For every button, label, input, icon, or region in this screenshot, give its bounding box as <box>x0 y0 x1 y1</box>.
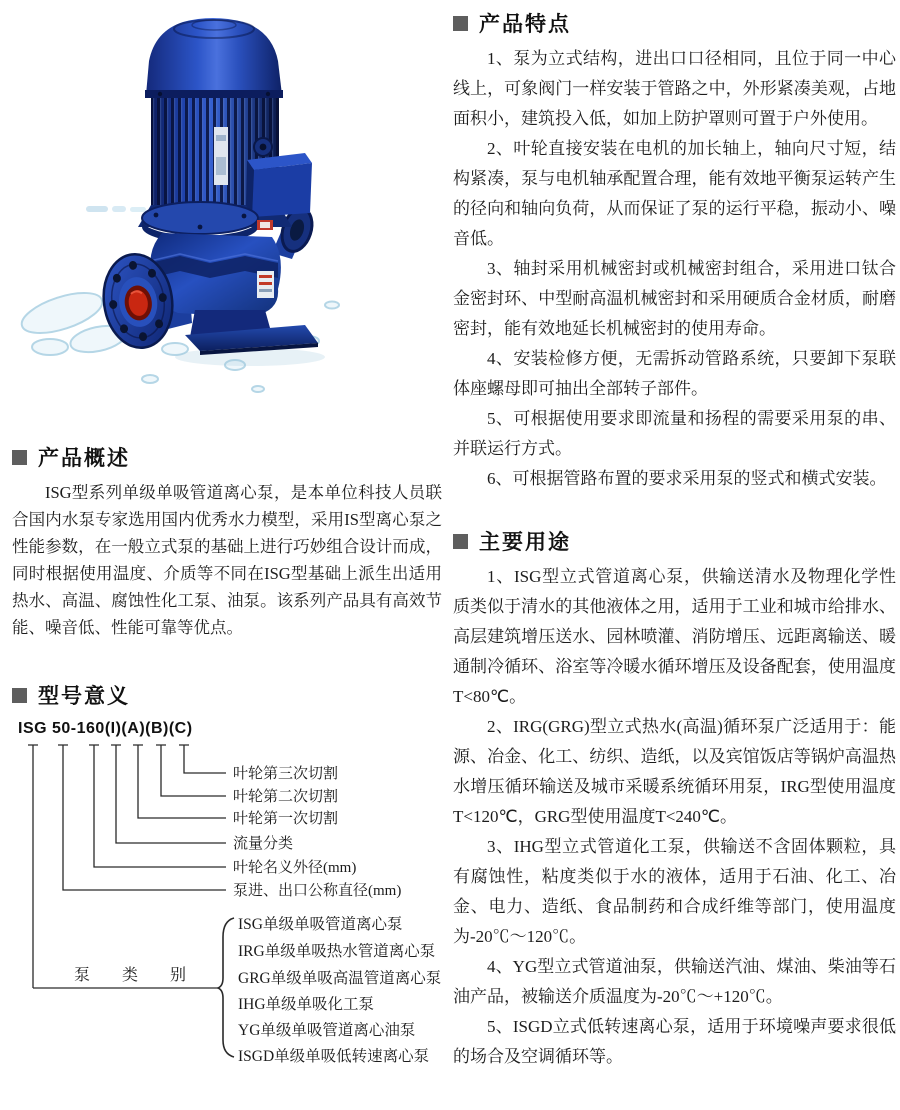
feature-item-5: 5、可根据使用要求即流量和扬程的需要采用泵的串、并联运行方式。 <box>453 409 896 458</box>
overview-title: 产品概述 <box>38 447 130 470</box>
motor-fan-cover <box>145 18 283 98</box>
model-meaning-diagram <box>12 740 448 1092</box>
category-item: IHG单级单吸化工泵 <box>238 996 375 1013</box>
use-item-5: 5、ISGD立式低转速离心泵，适用于环境噪声要求很低的场合及空调循环等。 <box>453 1017 896 1066</box>
pump-product-photo <box>10 5 440 437</box>
use-item-1: 1、ISG型立式管道离心泵，供输送清水及物理化学性质类似于清水的其他液体之用，适用于工业和城市给排水、高层建筑增压送水、园林喷灌、消防增压、远距离输送、暖通制冷循环、浴室等冷暖水循环增压及设备配套，使用温度T<80℃。 <box>453 567 896 706</box>
use-item-4: 4、YG型立式管道油泵，供输送汽油、煤油、柴油等石油产品，被输送介质温度为-20℃～+120℃。 <box>453 957 896 1006</box>
model-title-row <box>12 680 448 710</box>
feature-item-4: 4、安装检修方便，无需拆动管路系统，只要卸下泵联体座螺母即可抽出全部转子部件。 <box>453 349 896 398</box>
diagram-ticks <box>28 745 234 1057</box>
section-main-uses <box>453 526 896 1072</box>
square-bullet-icon <box>12 450 27 465</box>
callout-label: 流量分类 <box>233 836 294 852</box>
diagram-callouts <box>233 765 401 899</box>
section-product-overview <box>12 442 442 641</box>
pump-category-label: 泵 类 别 <box>74 967 201 984</box>
uses-title: 主要用途 <box>479 531 571 554</box>
uses-body <box>453 562 896 1072</box>
use-item-2: 2、IRG(GRG)型立式热水(高温)循环泵广泛适用于：能源、冶金、化工、纺织、造纸，以及宾馆饭店等锅炉高温热水增压循环输送及城市采暖系统循环用泵，IRG型使用温度T<120℃，GRG型使用温度T<240℃。 <box>453 717 896 826</box>
callout-label: 叶轮名义外径(mm) <box>233 860 357 876</box>
category-item: YG单级单吸管道离心油泵 <box>238 1022 416 1039</box>
feature-item-1: 1、泵为立式结构，进出口口径相同，且位于同一中心线上，可象阀门一样安装于管路之中，外形紧凑美观，占地面积小，建筑投入低，如加上防护罩则可置于户外使用。 <box>453 49 896 128</box>
feature-item-3: 3、轴封采用机械密封或机械密封组合，采用进口钛合金密封环、中型耐高温机械密封和采用硬质合金材质，耐磨密封，能有效地延长机械密封的使用寿命。 <box>453 259 896 338</box>
pump-category-list <box>238 915 441 1065</box>
right-column <box>453 0 896 1072</box>
square-bullet-icon <box>12 688 27 703</box>
section-product-features <box>453 8 896 494</box>
category-item: ISGD单级单吸低转速离心泵 <box>238 1048 430 1065</box>
model-code: ISG 50-160(I)(A)(B)(C) <box>18 720 193 737</box>
category-item: GRG单级单吸高温管道离心泵 <box>238 970 442 987</box>
motor-terminal-box <box>246 153 312 217</box>
category-item: IRG单级单吸热水管道离心泵 <box>238 943 436 960</box>
callout-label: 叶轮第一次切割 <box>233 811 339 827</box>
square-bullet-icon <box>453 534 468 549</box>
section-model-meaning <box>12 680 448 1092</box>
model-title: 型号意义 <box>38 685 130 708</box>
feature-item-2: 2、叶轮直接安装在电机的加长轴上，轴向尺寸短，结构紧凑，泵与电机轴承配置合理，能有效地平衡泵运转产生的径向和轴向负荷，从而保证了泵的运行平稳，振动小、噪音低。 <box>453 139 896 248</box>
overview-paragraph: ISG型系列单级单吸管道离心泵，是本单位科技人员联合国内水泵专家选用国内优秀水力模型，采用IS型离心泵之性能参数，在一般立式泵的基础上进行巧妙组合设计而成，同时根据使用温度、介质等不同在ISG型基础上派生出适用热水、高温、腐蚀性化工泵、油泵。该系列产品具有高效节能、噪音低、性能可靠等优点。 <box>12 483 442 637</box>
callout-label: 叶轮第三次切割 <box>233 766 339 782</box>
overview-title-row <box>12 442 442 472</box>
feature-item-6: 6、可根据管路布置的要求采用泵的竖式和横式安装。 <box>487 469 887 488</box>
callout-label: 叶轮第二次切割 <box>233 789 339 805</box>
uses-title-row <box>453 526 896 556</box>
features-title: 产品特点 <box>479 13 571 36</box>
overview-body <box>12 479 442 641</box>
callout-label: 泵进、出口公称直径(mm) <box>233 883 402 899</box>
pump-base <box>185 310 318 355</box>
category-item: ISG单级单吸管道离心泵 <box>238 916 403 933</box>
features-body <box>453 44 896 494</box>
use-item-3: 3、IHG型立式管道化工泵，供输送不含固体颗粒，具有腐蚀性，粘度类似于水的液体，适用于石油、化工、冶金、电力、造纸、食品制药和合成纤维等部门，使用温度为-20℃～120℃。 <box>453 837 896 946</box>
pump-illustration <box>10 5 440 437</box>
features-title-row <box>453 8 896 38</box>
square-bullet-icon <box>453 16 468 31</box>
